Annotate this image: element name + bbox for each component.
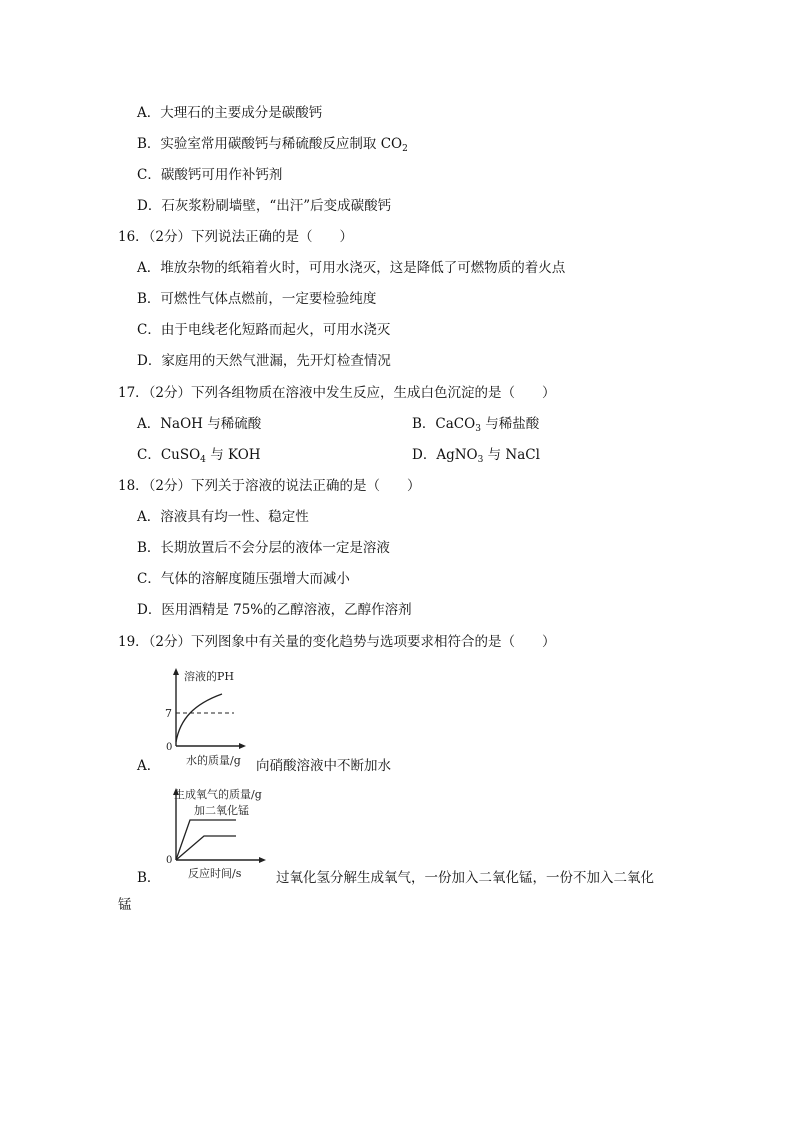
q18-option-b: B．长期放置后不会分层的液体一定是溶液: [137, 540, 390, 556]
q19-graph-a: [160, 664, 254, 770]
q17-option-c: C．CuSO$_4$ 与 KOH: [137, 447, 261, 465]
q19-option-b-text: 过氧化氢分解生成氧气，一份加入二氧化锰，一份不加入二氧化: [276, 870, 654, 886]
q15-option-d: D．石灰浆粉刷墙壁，“出汗”后变成碳酸钙: [137, 198, 392, 214]
q17-option-b: B．CaCO$_3$ 与稀盐酸: [412, 416, 540, 434]
q19-graph-b: [164, 784, 276, 882]
q19-option-a-label: A．: [137, 758, 161, 774]
q15-option-c: C．碳酸钙可用作补钙剂: [137, 167, 283, 183]
graph-a-origin: 0: [166, 742, 173, 753]
q17-option-a: A．NaOH 与稀硫酸: [137, 416, 262, 432]
q16-option-b: B．可燃性气体点燃前，一定要检验纯度: [137, 291, 377, 307]
graph-b-xlabel: 反应时间/s: [188, 867, 242, 880]
graph-a-ylabel: 溶液的PH: [184, 670, 234, 683]
q18-stem: 18．（2分）下列关于溶液的说法正确的是（ ）: [118, 478, 421, 494]
graph-a-xlabel: 水的质量/g: [186, 754, 241, 767]
q19-option-a-text: 向硝酸溶液中不断加水: [256, 758, 391, 774]
q16-option-a: A．堆放杂物的纸箱着火时，可用水浇灭，这是降低了可燃物质的着火点: [137, 260, 566, 276]
q15-option-b: B．实验室常用碳酸钙与稀硫酸反应制取 $CO_2$: [137, 136, 408, 154]
q19-option-b-text-wrap: 锰: [118, 897, 132, 913]
q18-option-a: A．溶液具有均一性、稳定性: [137, 509, 309, 525]
q16-stem: 16．（2分）下列说法正确的是（ ）: [118, 229, 354, 245]
q16-option-c: C．由于电线老化短路而起火，可用水浇灭: [137, 322, 391, 338]
graph-a-ref-label: 7: [165, 707, 172, 720]
q16-option-d: D．家庭用的天然气泄漏，先开灯检查情况: [137, 353, 391, 369]
graph-b-curve-label: 加二氧化锰: [194, 804, 249, 817]
graph-b-origin: 0: [166, 855, 173, 866]
q17-option-d: D．AgNO$_3$ 与 NaCl: [412, 447, 540, 465]
q17-stem: 17．（2分）下列各组物质在溶液中发生反应，生成白色沉淀的是（ ）: [118, 385, 556, 401]
q19-option-b-label: B．: [137, 870, 161, 886]
q18-option-d: D．医用酒精是 75%的乙醇溶液，乙醇作溶剂: [137, 602, 412, 618]
graph-b-ylabel: 生成氧气的质量/g: [174, 788, 262, 801]
q18-option-c: C．气体的溶解度随压强增大而减小: [137, 571, 350, 587]
q15-option-a: A．大理石的主要成分是碳酸钙: [137, 105, 323, 121]
q19-stem: 19．（2分）下列图象中有关量的变化趋势与选项要求相符合的是（ ）: [118, 634, 556, 650]
